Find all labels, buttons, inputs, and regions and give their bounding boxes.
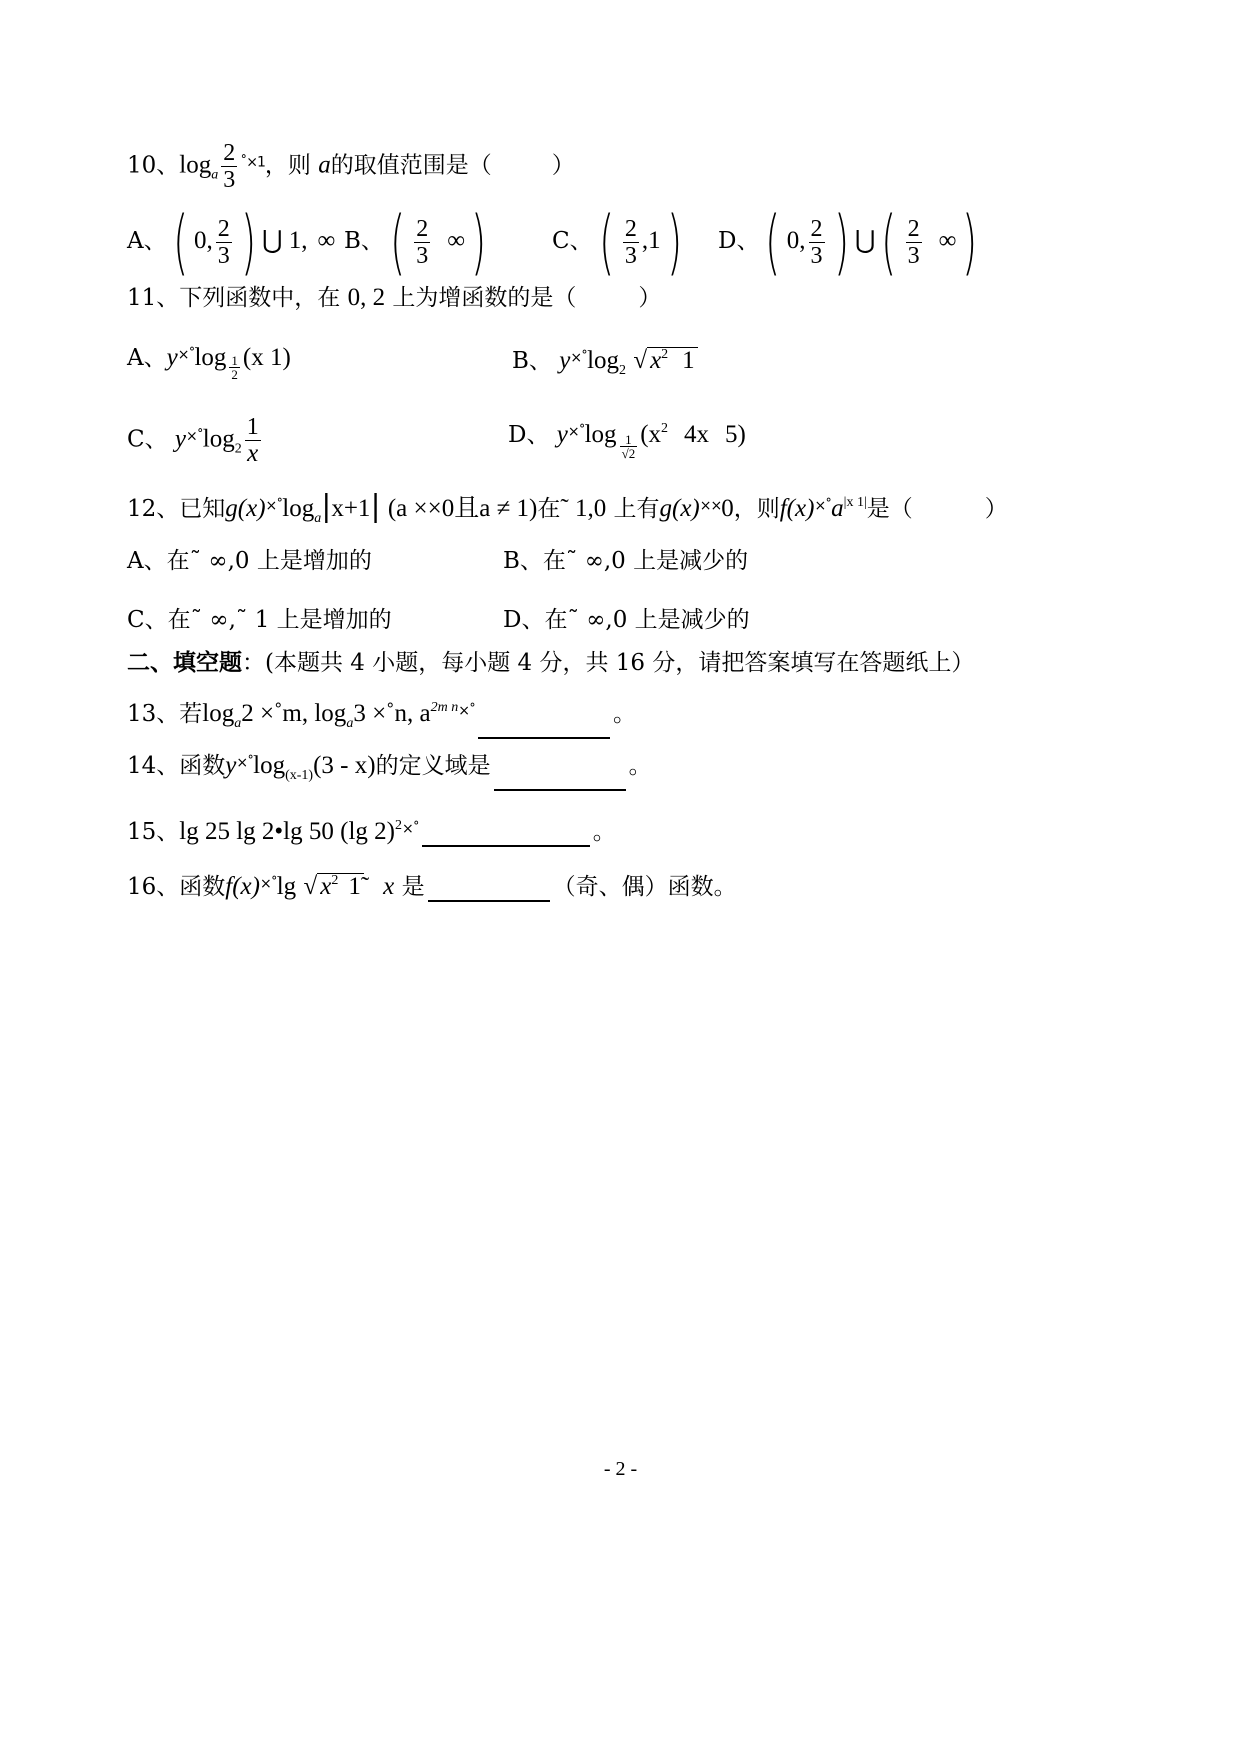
q12-then: ，则 (733, 496, 780, 522)
q11-a-y: y (166, 344, 178, 371)
q10-log: log (179, 151, 212, 179)
q13 (127, 693, 636, 739)
q14 (127, 748, 652, 791)
q11-a-arg: (x 1) (242, 344, 291, 371)
q13-part1: 2 ×˚m, log (241, 700, 347, 727)
frac-num: 2 (907, 215, 920, 242)
q12-g: g(x) (225, 495, 266, 522)
q12-text: 已知 (179, 496, 226, 522)
q10-d-left: 0, (786, 227, 806, 254)
q16-answer-blank[interactable] (428, 876, 550, 902)
q12-log: log (282, 495, 315, 522)
q12-at: 在 (537, 496, 561, 522)
q11-c-base: 2 (234, 441, 242, 457)
q13-part2: 3 ×˚n, a (353, 700, 431, 727)
q16-x: x (320, 873, 332, 900)
q12-glyph: ×˚ (265, 498, 283, 514)
q10-a-union: ⋃ 1, (262, 227, 308, 254)
q13-log: log (202, 700, 235, 727)
q16-glyph: ×˚ (259, 876, 277, 892)
q11-b-glyph: ×˚ (570, 350, 588, 366)
q13-base: a (234, 716, 242, 731)
q11-d-arg: (x (640, 421, 662, 448)
q11-a-base (229, 354, 240, 381)
q10-option-c (552, 201, 688, 283)
q16-lg: lg (276, 873, 297, 900)
q10-option-d (718, 201, 984, 283)
q16-tail-text: （奇、偶）函数。 (552, 874, 737, 900)
q11-tail: 上为增函数的是（ (392, 285, 577, 311)
q11-b-sup: 2 (661, 347, 669, 362)
paren-right: ) (240, 201, 256, 283)
q10-text: ，则 (264, 152, 311, 179)
q10-relation: ˚×1 (240, 154, 265, 171)
q11-d-sup: 2 (661, 421, 669, 436)
frac-den: 3 (624, 242, 637, 269)
q11-b-tail: 1 (682, 347, 695, 374)
q12-option-a (127, 546, 372, 576)
q11-c-y: y (174, 425, 187, 453)
q12-c-text: C、在˜ ∞,˜ 1 上是增加的 (127, 607, 392, 633)
q10-frac-num: 2 (223, 140, 236, 166)
q12-a-text: A、在˜ ∞,0 上是增加的 (127, 548, 372, 574)
q11-stem (127, 283, 661, 313)
q10-a-inf: ∞ (317, 227, 336, 254)
q15 (127, 811, 616, 847)
q16-f: f(x) (225, 873, 260, 900)
q12-zero: 0 (721, 495, 734, 522)
frac-den: 3 (907, 242, 920, 269)
q10-c-label: C、 (552, 228, 593, 254)
q10-b-label: B、 (344, 228, 384, 254)
q10-d-union: ⋃ (854, 227, 876, 254)
q12-on: 上有 (613, 496, 660, 522)
q11-b-base: 2 (619, 363, 627, 378)
q11-close: ） (638, 285, 662, 311)
q10-b-inf: ∞ (447, 227, 466, 254)
q11-d-mid: 4x (684, 421, 710, 448)
q11-b-radicand (647, 347, 698, 374)
q12-stem (127, 488, 1008, 534)
base-num: 1 (231, 353, 238, 368)
q12-option-b (503, 546, 748, 576)
q13-pow: 2m n (430, 700, 459, 715)
page-number: - 2 - (603, 1458, 638, 1480)
q12-d-text: D、在˜ ∞,0 上是减少的 (503, 607, 750, 633)
q11-d-y: y (556, 421, 568, 448)
q10-d-inf: ∞ (938, 227, 957, 254)
q15-number: 15、 (127, 819, 180, 845)
base-den: √2 (621, 446, 636, 461)
base-num: 1 (620, 433, 638, 447)
q11-d-glyph: ×˚ (567, 424, 585, 440)
q12-abs-arg: x+1 (331, 495, 371, 522)
q12-option-c (127, 605, 392, 635)
q14-end: 。 (628, 753, 652, 779)
q10-base: a (211, 167, 219, 183)
q11-b-label: B、 (512, 348, 552, 374)
frac-num: 2 (810, 215, 823, 242)
q10-a-label: A、 (127, 228, 167, 254)
base-den: 2 (231, 367, 238, 382)
paren-right: ) (471, 201, 487, 283)
q10-a-frac (216, 216, 232, 269)
q11-a-glyph: ×˚ (177, 347, 195, 363)
q10-fraction (221, 140, 237, 193)
q10-a-left: 0, (193, 227, 213, 254)
paren-left: ( (881, 201, 897, 283)
q11-d-tail: 5) (725, 421, 746, 448)
q11-a-log: log (194, 344, 227, 371)
q12-glyph3: ×˚ (814, 498, 832, 514)
q15-expr: lg 25 lg 2•lg 50 (lg 2) (179, 818, 395, 845)
q10-d-frac2 (906, 216, 922, 269)
frac-num: 2 (624, 215, 637, 242)
q11-text: 下列函数中，在 (179, 285, 341, 311)
q14-arg: (3 - x) (313, 752, 376, 779)
frac-num: 2 (416, 215, 429, 242)
q15-answer-blank[interactable] (422, 821, 590, 847)
q11-d-log: log (584, 421, 617, 448)
q10-b-frac (414, 216, 430, 269)
paren-right: ) (962, 201, 978, 283)
q16-radicand (317, 873, 364, 900)
q13-answer-blank[interactable] (478, 713, 610, 739)
sqrt-icon: √ (303, 873, 318, 900)
q11-option-c (127, 414, 264, 467)
paren-right: ) (666, 201, 682, 283)
q16-number: 16、函数 (127, 874, 226, 900)
paren-left: ( (390, 201, 406, 283)
frac-den: 3 (810, 242, 823, 269)
q13-glyph: ×˚ (458, 703, 475, 719)
q12-number: 12、 (127, 496, 180, 522)
q12-a: a (831, 495, 844, 522)
q13-number: 13、若 (127, 701, 203, 727)
q16-sup: 2 (331, 873, 339, 888)
q10-frac-den: 3 (223, 167, 236, 193)
q15-end: 。 (592, 819, 616, 845)
paren-left: ( (765, 201, 781, 283)
q10-var: a (318, 151, 331, 179)
frac-den: 3 (416, 242, 429, 269)
q11-c-frac (245, 414, 261, 467)
q12-b-text: B、在˜ ∞,0 上是减少的 (503, 548, 749, 574)
frac-den: 3 (217, 242, 230, 269)
q12-tail: 是（ (866, 496, 913, 522)
q11-option-b (512, 340, 698, 386)
frac-num: 2 (217, 215, 230, 242)
abs-bar-left: | (321, 489, 332, 524)
section2-title: 二、填空题 (127, 649, 242, 676)
q14-number: 14、函数 (127, 753, 226, 779)
q14-answer-blank[interactable] (494, 765, 626, 791)
q11-option-d (508, 414, 746, 460)
q15-glyph: ×˚ (401, 821, 419, 837)
paren-right: ) (833, 201, 849, 283)
q10-option-a (127, 201, 336, 283)
q12-option-d (503, 605, 750, 635)
q10-close: ） (551, 152, 575, 179)
q14-glyph: ×˚ (236, 755, 254, 771)
q13-base2: a (346, 716, 354, 731)
frac-den: x (247, 440, 259, 467)
q11-option-a (127, 340, 291, 381)
q11-interval: 0, 2 (347, 284, 386, 311)
q12-close: ） (984, 496, 1008, 522)
q11-b-log: log (587, 347, 620, 374)
q14-y: y (225, 752, 237, 779)
q15-sup: 2 (394, 818, 402, 833)
q11-d-base (620, 433, 638, 460)
section2-desc: ：(本题共 4 小题，每小题 4 分，共 16 分，请把答案填写在答题纸上） (242, 650, 975, 676)
q16-tail: 1̃ (348, 873, 361, 900)
q12-g2: g(x) (659, 495, 700, 522)
q12-glyph2: ×× (699, 498, 722, 514)
sqrt-icon: √ (633, 347, 648, 374)
q10-stem (127, 140, 575, 193)
q14-text: 的定义域是 (375, 753, 491, 779)
q11-c-glyph: ×˚ (186, 428, 203, 445)
q16-x2: x (383, 873, 395, 900)
q10-c-frac (623, 216, 639, 269)
q12-f: f(x) (779, 495, 815, 522)
q11-number: 11、 (127, 285, 180, 311)
q10-number: 10、 (127, 152, 180, 179)
q14-base: (x-1) (285, 768, 314, 783)
q11-c-label: C、 (127, 426, 168, 453)
q10-d-frac1 (809, 216, 825, 269)
q16-text: 是 (401, 874, 425, 900)
q10-tail: 的取值范围是（ (330, 152, 492, 179)
q13-end: 。 (612, 701, 636, 727)
q12-pow: |x 1| (843, 495, 867, 510)
q10-d-label: D、 (718, 228, 760, 254)
q11-c-log: log (202, 425, 235, 453)
paren-left: ( (598, 201, 614, 283)
section2-heading (127, 648, 974, 678)
q12-condition: (a ××0且a ≠ 1) (387, 495, 538, 522)
q11-b-y: y (559, 347, 571, 374)
frac-num: 1 (246, 414, 259, 440)
q12-interval: ˜ 1,0 (560, 495, 607, 522)
q10-option-b (344, 201, 492, 283)
abs-bar-right: | (370, 489, 381, 524)
q11-d-label: D、 (508, 422, 550, 448)
q14-log: log (253, 752, 286, 779)
q10-c-tail: ,1 (641, 227, 661, 254)
paren-left: ( (172, 201, 188, 283)
q11-b-arg: x (650, 347, 662, 374)
q16 (127, 866, 737, 902)
q12-base: a (314, 511, 322, 526)
q11-a-label: A、 (127, 345, 167, 371)
